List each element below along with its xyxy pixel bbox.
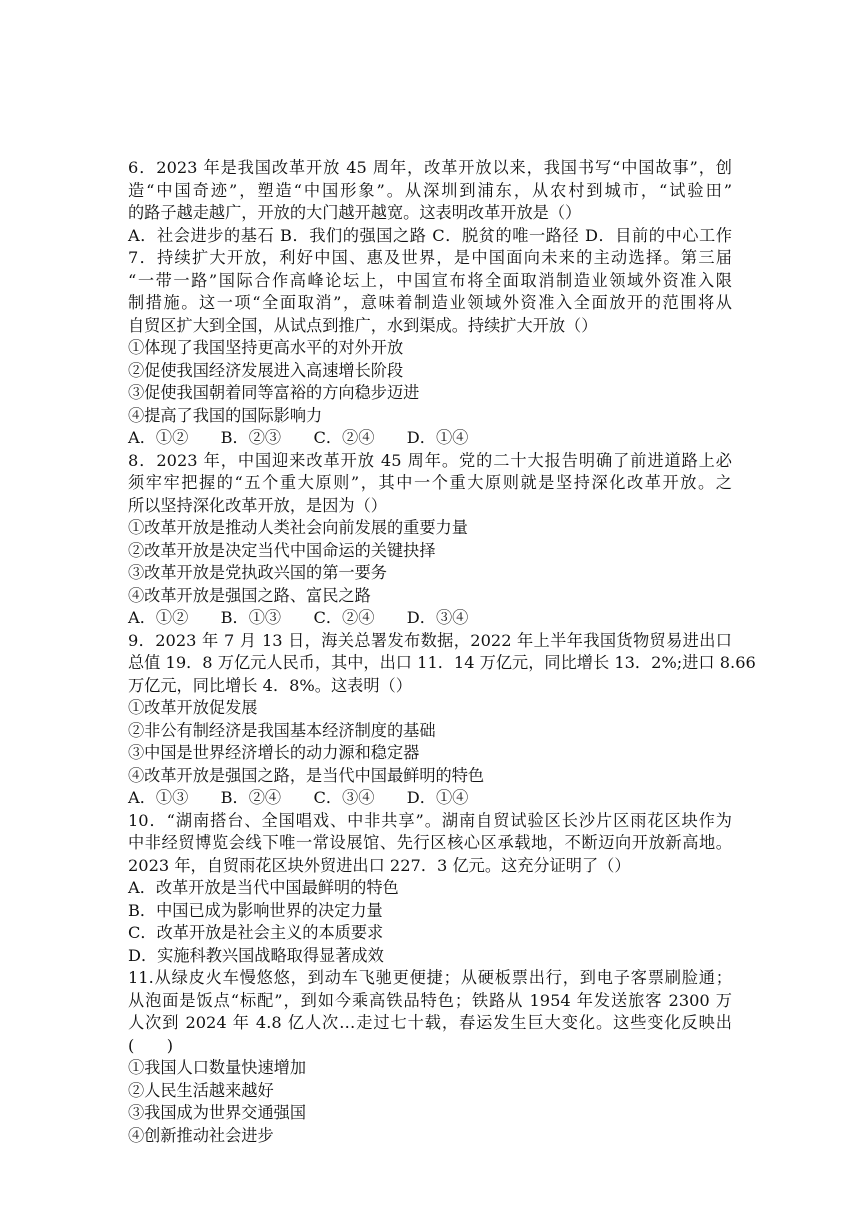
statement-item: ③改革开放是党执政兴国的第一要务 [128, 563, 387, 582]
text-line: ( ) [128, 1035, 174, 1055]
answer-option: C．改革开放是社会主义的本质要求 [128, 923, 384, 942]
text-line: 须牢牢把握的“五个重大原则”，其中一个重大原则就是坚持深化改革开放。之 [128, 473, 732, 492]
text-line: 8．2023 年，中国迎来改革开放 45 周年。党的二十大报告明确了前进道路上必 [128, 450, 732, 470]
text-line: 9．2023 年 7 月 13 日，海关总署发布数据，2022 年上半年我国货物贸易进出口 [128, 630, 732, 650]
text-line: 制措施。这一项“全面取消”，意味着制造业领域外资准入全面放开的范围将从 [128, 293, 732, 312]
statement-item: ③促使我国朝着同等富裕的方向稳步迈进 [128, 383, 420, 402]
text-line: 7．持续扩大开放，利好中国、惠及世界，是中国面向未来的主动选择。第三届 [128, 248, 732, 267]
statement-item: ②改革开放是决定当代中国命运的关键抉择 [128, 540, 436, 560]
statement-item: ①体现了我国坚持更高水平的对外开放 [128, 338, 404, 357]
statement-item: ②促使我国经济发展进入高速增长阶段 [128, 360, 404, 380]
text-line: 所以坚持深化改革开放，是因为（） [128, 495, 387, 515]
answer-option: D．实施科教兴国战略取得显著成效 [128, 945, 384, 965]
answer-option: A．改革开放是当代中国最鲜明的特色 [128, 878, 399, 897]
statement-item: ②人民生活越来越好 [128, 1080, 274, 1100]
text-line: 10．“湖南搭台、全国唱戏、中非共享”。湖南自贸试验区长沙片区雨花区块作为 [128, 810, 732, 830]
statement-item: ①我国人口数量快速增加 [128, 1058, 307, 1077]
statement-item: ①改革开放促发展 [128, 698, 258, 717]
text-line: 自贸区扩大到全国，从试点到推广，水到渠成。持续扩大开放（） [128, 315, 598, 335]
text-line: 11.从绿皮火车慢悠悠，到动车飞驰更便捷；从硬板票出行，到电子客票刷脸通； [128, 968, 732, 987]
statement-item: ②非公有制经济是我国基本经济制度的基础 [128, 720, 436, 740]
statement-item: ④改革开放是强国之路，是当代中国最鲜明的特色 [128, 765, 485, 785]
text-line: 造“中国奇迹”，塑造“中国形象”。从深圳到浦东，从农村到城市，“试验田” [128, 180, 732, 200]
text-line: 人次到 2024 年 4.8 亿人次…走过七十载，春运发生巨大变化。这些变化反映出 [128, 1013, 732, 1032]
answer-options: A．①② B．②③ C．②④ D．①④ [128, 428, 469, 447]
text-line: 的路子越走越广，开放的大门越开越宽。这表明改革开放是（） [128, 203, 582, 222]
answer-options: A．社会进步的基石 B．我们的强国之路 C．脱贫的唯一路径 D．目前的中心工作 [128, 225, 732, 245]
text-line: 总值 19．8 万亿元人民币，其中，出口 11．14 万亿元，同比增长 13．2%;进口 8.66 [128, 653, 756, 672]
statement-item: ①改革开放是推动人类社会向前发展的重要力量 [128, 518, 468, 537]
statement-item: ③中国是世界经济增长的动力源和稳定器 [128, 743, 420, 762]
text-line: 中非经贸博览会线下唯一常设展馆、先行区核心区承载地，不断迈向开放新高地。 [128, 833, 732, 852]
answer-option: B．中国已成为影响世界的决定力量 [128, 900, 383, 920]
text-line: 6．2023 年是我国改革开放 45 周年，改革开放以来，我国书写“中国故事”，创 [128, 158, 732, 177]
statement-item: ③我国成为世界交通强国 [128, 1103, 307, 1122]
statement-item: ④创新推动社会进步 [128, 1125, 274, 1145]
text-line: “一带一路”国际合作高峰论坛上，中国宣布将全面取消制造业领域外资准入限 [128, 270, 732, 290]
text-line: 从泡面是饭点“标配”，到如今乘高铁品特色；铁路从 1954 年发送旅客 2300 万 [128, 990, 732, 1010]
question-text-block [128, 157, 756, 1147]
text-line: 万亿元，同比增长 4．8%。这表明（） [128, 675, 412, 695]
statement-item: ④改革开放是强国之路、富民之路 [128, 585, 371, 605]
text-line: 2023 年，自贸雨花区块外贸进出口 227．3 亿元。这充分证明了（） [128, 855, 631, 875]
answer-options: A．①③ B．②④ C．③④ D．①④ [128, 788, 469, 807]
statement-item: ④提高了我国的国际影响力 [128, 405, 323, 425]
answer-options: A．①② B．①③ C．②④ D．③④ [128, 608, 469, 627]
